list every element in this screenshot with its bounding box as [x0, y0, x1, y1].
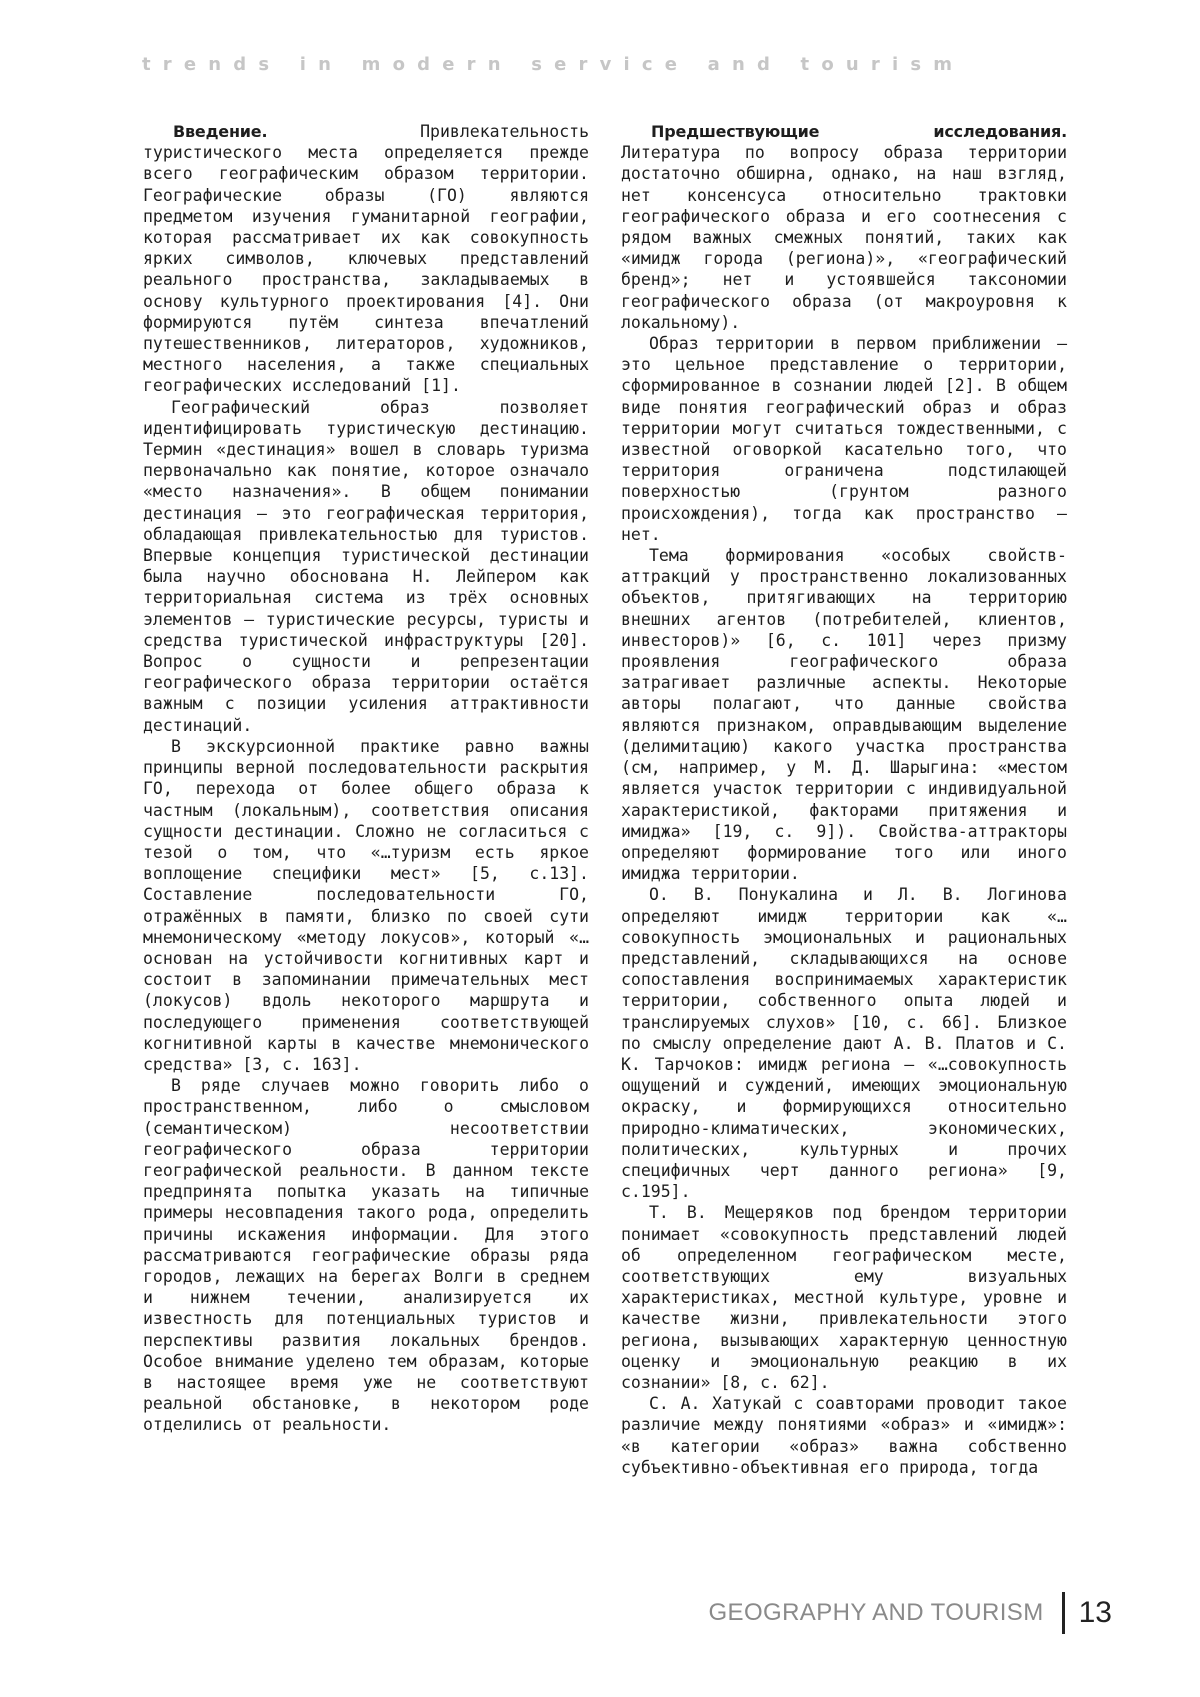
paragraph: Географический образ позволяет идентифицировать туристическую дестинацию. Термин «дестинация» вошел в словарь туризма первоначально как понятие, которое означало «место назначения». В общем понимании дестинация — это географическая территория, обладающая привлекательностью для туристов. Впервые концепция туристической дестинации была научно обоснована Н. Лейпером как территориальная система из трёх основных элементов — туристические ресурсы, туристы и средства туристической инфраструктуры [20]. Вопрос о сущности и репрезентации географического образа территории остаётся важным с позиции усиления аттрактивности дестинаций.	[143, 397, 589, 735]
running-header: trends in modern service and tourism	[142, 54, 965, 75]
paragraph: В экскурсионной практике равно важны принципы верной последовательности раскрытия ГО, перехода от более общего образа к частным (локальным), соответствия описания сущности дестинации. Сложно не согласиться с тезой о том, что «…туризм есть яркое воплощение специфики мест» [5, с.13]. Составление последовательности ГО, отражённых в памяти, близко по своей сути мнемоническому «методу локусов», который «… основан на устойчивости когнитивных карт и состоит в запоминании примечательных мест (локусов) вдоль некоторого маршрута и последующего применения соответствующей когнитивной карты в качестве мнемонического средства» [3, с. 163].	[143, 736, 589, 1074]
footer-divider	[1062, 1592, 1065, 1634]
paragraph: С. А. Хатукай с соавторами проводит такое различие между понятиями «образ» и «имидж»: «в категории «образ» важна собственно субъективно-объективная его природа, тогда	[621, 1394, 1067, 1477]
page-footer	[708, 1592, 1112, 1634]
page-number: 13	[1078, 1596, 1112, 1629]
paragraph-text: Литература по вопросу образа территории достаточно обширна, однако, на наш взгляд, нет консенсуса относительно трактовки географического образа и его соотнесения с рядом важных смежных понятий, таких как «имидж города (региона)», «географический бренд»; нет и устоявшейся таксономии географического образа (от макроуровня к локальному).	[621, 143, 1067, 332]
paragraph: В ряде случаев можно говорить либо о пространственном, либо о смысловом (семантическом) несоответствии географического образа территории географической реальности. В данном тексте предпринята попытка указать на типичные примеры несовпадения такого рода, определить причины искажения информации. Для этого рассматриваются географические образы ряда городов, лежащих на берегах Волги в среднем и нижнем течении, анализируется их известность для потенциальных туристов и перспективы развития локальных брендов. Особое внимание уделено тем образам, которые в настоящее время уже не соответствуют реальной обстановке, в некотором роде отделились от реальности.	[143, 1076, 589, 1435]
paragraph: Тема формирования «особых свойств-аттракций у пространственно локализованных объектов, притягивающих на территорию внешних агентов (потребителей, клиентов, инвесторов)» [6, с. 101] через призму проявления географического образа затрагивает различные аспекты. Некоторые авторы полагают, что данные свойства являются признаком, оправдывающим выделение (делимитацию) какого участка пространства (см, например, у М. Д. Шарыгина: «местом является участок территории с индивидуальной характеристикой, факторами притяжения и имиджа» [19, с. 9]). Свойства-аттракторы определяют формирование того или иного имиджа территории.	[621, 546, 1067, 884]
paragraph: Образ территории в первом приближении — это цельное представление о территории, сформированное в сознании людей [2]. В общем виде понятия географический образ и образ территории могут считаться тождественными, с известной оговоркой касательно того, что территория ограничена подстилающей поверхностью (грунтом разного происхождения), тогда как пространство — нет.	[621, 334, 1067, 544]
section-heading-introduction: Введение.	[173, 122, 268, 141]
left-column	[143, 121, 589, 1436]
paragraph: Т. В. Мещеряков под брендом территории понимает «совокупность представлений людей об определенном географическом месте, соответствующих ему визуальных характеристиках, местной культуре, уровне и качестве жизни, привлекательности этого региона, вызывающих характерную ценностную оценку и эмоциональную реакцию в их сознании» [8, с. 62].	[621, 1203, 1067, 1392]
paragraph: О. В. Понукалина и Л. В. Логинова определяют имидж территории как «…совокупность эмоциональных и рациональных представлений, складывающихся на основе сопоставления воспринимаемых характеристик территории, собственного опыта людей и транслируемых слухов» [10, с. 66]. Близкое по смыслу определение дают А. В. Платов и С. К. Тарчоков: имидж региона — «…совокупность ощущений и суждений, имеющих эмоциональную окраску, и формирующихся относительно природно-климатических, экономических, политических, культурных и прочих специфичных черт данного региона» [9, с.195].	[621, 885, 1067, 1202]
section-heading-previous-research: Предшествующие исследования.	[651, 122, 1067, 141]
right-column	[621, 121, 1067, 1478]
paragraph-previous-research	[621, 121, 1067, 333]
paragraph-text: Привлекательность туристического места определяется прежде всего географическим образом территории. Географические образы (ГО) являются предметом изучения гуманитарной географии, которая рассматривает их как совокупность ярких символов, ключевых представлений реального пространства, закладываемых в основу культурного проектирования [4]. Они формируются путём синтеза впечатлений путешественников, литераторов, художников, местного населения, а также специальных географических исследований [1].	[143, 122, 589, 396]
footer-section-title: GEOGRAPHY AND TOURISM	[708, 1599, 1044, 1626]
paragraph-introduction	[143, 121, 589, 397]
